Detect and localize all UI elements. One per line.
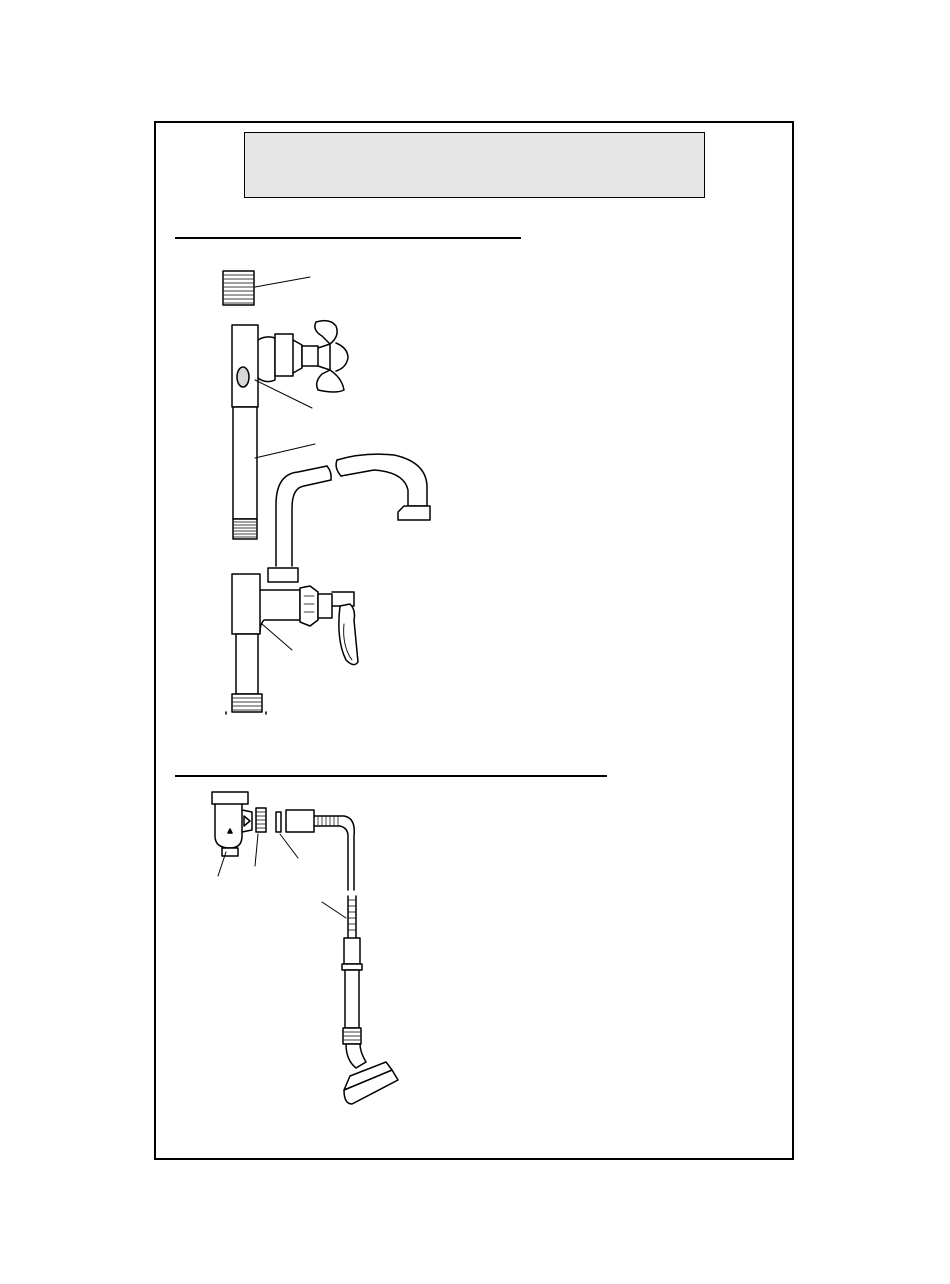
lower-riser	[226, 634, 266, 716]
threaded-nipple	[223, 271, 310, 305]
swing-spout	[276, 454, 430, 566]
spray-valve	[342, 938, 398, 1104]
adapter-fitting	[255, 808, 266, 866]
riser-pipe	[233, 407, 315, 539]
upper-valve-body	[232, 321, 348, 408]
vacuum-breaker-body	[212, 792, 252, 876]
flex-hose	[286, 810, 356, 938]
